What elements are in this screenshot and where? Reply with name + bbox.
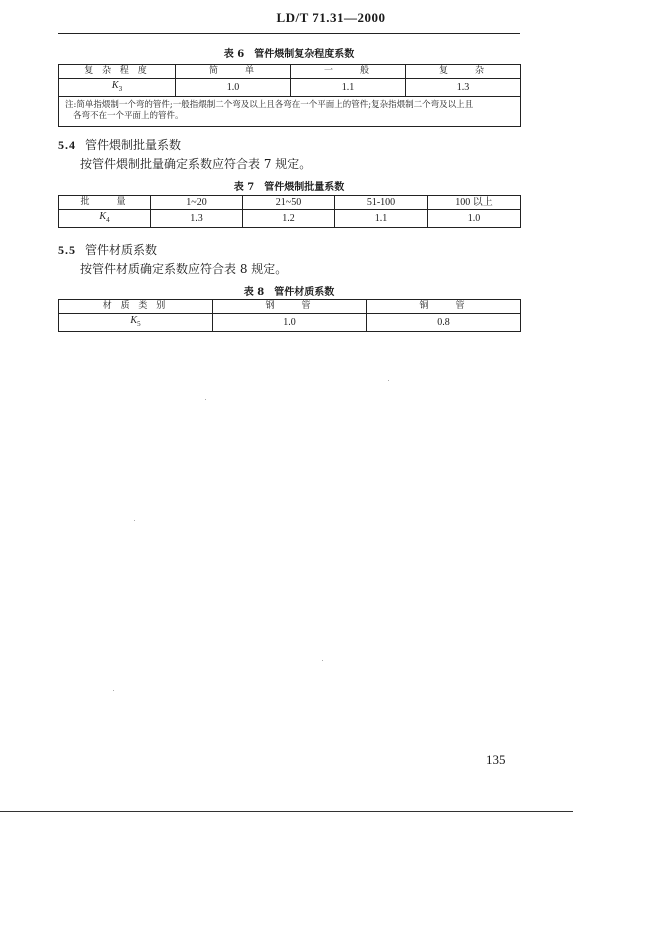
table7-value-cell: 1.0 — [428, 210, 521, 228]
section-number: 5.4 — [58, 138, 76, 152]
table8-row-label — [59, 314, 213, 332]
coefficient-symbol: K — [111, 80, 119, 91]
page-number: 135 — [486, 752, 506, 767]
scan-speck — [322, 660, 323, 661]
table6-row-k3 — [59, 79, 521, 97]
section-5-5-text: 按管件材质确定系数应符合表 8 规定。 — [80, 262, 288, 276]
table8 — [58, 299, 521, 332]
table6-row-label — [59, 79, 176, 97]
scan-speck — [205, 399, 206, 400]
table7-caption: 表 7 管件煨制批量系数 — [233, 182, 345, 193]
scan-speck — [113, 690, 114, 691]
table6-caption: 表 6 管件煨制复杂程度系数 — [223, 49, 355, 60]
section-title: 管件煨制批量系数 — [85, 138, 182, 152]
table8-header-row — [59, 300, 521, 314]
table7-header-row — [59, 196, 521, 210]
coefficient-subscript: 3 — [118, 84, 123, 93]
scan-speck — [388, 380, 389, 381]
table6-value-cell: 1.0 — [176, 79, 291, 97]
table6-note-line: 各弯不在一个平面上的管件。 — [73, 110, 184, 121]
table6-note-line: 注:简单指煨制一个弯的管件;一般指煨制二个弯及以上且各弯在一个平面上的管件;复杂指煨制二个弯及以上且 — [65, 99, 474, 110]
table7-value-cell: 1.3 — [151, 210, 243, 228]
table6-header-cell: 复 杂 程 度 — [59, 65, 176, 79]
coefficient-subscript: 5 — [137, 319, 141, 328]
table8-value-cell: 1.0 — [213, 314, 367, 332]
table7-value-cell: 1.2 — [243, 210, 335, 228]
footer-rule — [0, 811, 573, 812]
table6-header-cell: 一 般 — [291, 65, 406, 79]
table7-header-cell: 1~20 — [151, 196, 243, 210]
table6-header-cell: 复 杂 — [406, 65, 521, 79]
table8-caption: 表 8 管件材质系数 — [243, 287, 335, 298]
table6-header-row — [59, 65, 521, 79]
table6-value-cell: 1.1 — [291, 79, 406, 97]
table8-header-cell: 材 质 类 别 — [59, 300, 213, 314]
table7-row-k4 — [59, 210, 521, 228]
section-5-4-heading — [58, 136, 181, 153]
table7-row-label — [59, 210, 151, 228]
header-rule — [58, 33, 520, 34]
table7-header-cell: 21~50 — [243, 196, 335, 210]
table7-header-cell: 51-100 — [335, 196, 428, 210]
table7-header-cell: 批 量 — [59, 196, 151, 210]
table7-header-cell: 100 以上 — [428, 196, 521, 210]
section-5-4-text: 按管件煨制批量确定系数应符合表 7 规定。 — [80, 157, 312, 171]
table6-value-cell: 1.3 — [406, 79, 521, 97]
table8-row-k5 — [59, 314, 521, 332]
scan-speck — [134, 520, 135, 521]
table6-note-row — [59, 96, 521, 126]
table8-header-cell: 钢 管 — [213, 300, 367, 314]
table6-note — [59, 96, 521, 126]
coefficient-symbol: K — [99, 211, 107, 222]
table8-value-cell: 0.8 — [367, 314, 521, 332]
table8-header-cell: 铜 管 — [367, 300, 521, 314]
table6-header-cell: 简 单 — [176, 65, 291, 79]
section-number: 5.5 — [58, 243, 76, 257]
section-title: 管件材质系数 — [85, 243, 158, 257]
section-5-5-heading — [58, 241, 157, 258]
running-header: LD/T 71.31—2000 — [276, 10, 386, 25]
coefficient-subscript: 4 — [106, 215, 110, 224]
table6 — [58, 64, 521, 127]
table7 — [58, 195, 521, 228]
table7-value-cell: 1.1 — [335, 210, 428, 228]
coefficient-symbol: K — [130, 315, 138, 326]
